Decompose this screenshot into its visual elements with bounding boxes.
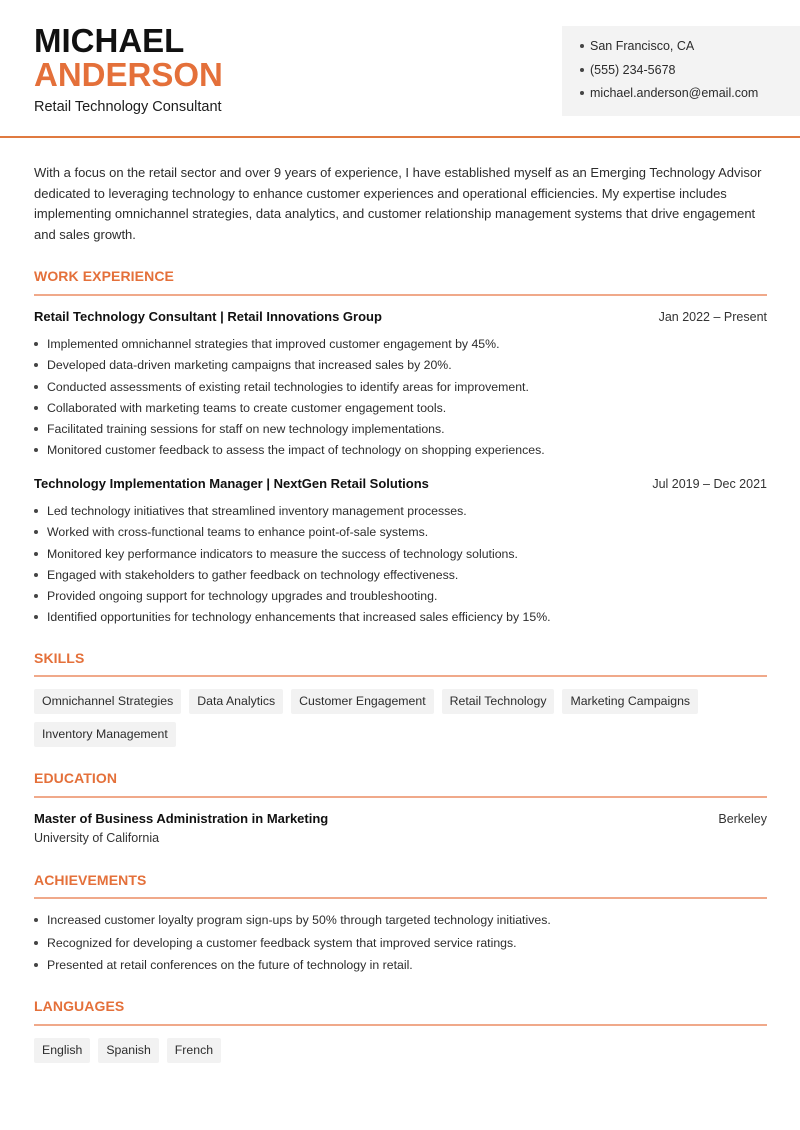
section-title-skills: SKILLS bbox=[34, 650, 85, 666]
list-item: Collaborated with marketing teams to create customer engagement tools. bbox=[34, 400, 774, 421]
list-item: Increased customer loyalty program sign-ups by 50% through targeted technology initiatives. bbox=[34, 912, 794, 935]
skill-tag: Data Analytics bbox=[189, 689, 283, 714]
section-title-work: WORK EXPERIENCE bbox=[34, 268, 174, 284]
contact-box bbox=[562, 26, 800, 116]
bullet-icon bbox=[34, 342, 38, 346]
section-divider bbox=[34, 796, 767, 798]
school-name: University of California bbox=[34, 831, 160, 845]
section-divider bbox=[34, 294, 767, 296]
list-item: Identified opportunities for technology enhancements that increased sales efficiency by 15%. bbox=[34, 609, 774, 630]
bullet-icon bbox=[580, 44, 584, 48]
list-item: Led technology initiatives that streamlined inventory management processes. bbox=[34, 503, 774, 524]
language-tag: English bbox=[34, 1038, 90, 1063]
education-header bbox=[34, 811, 767, 826]
skill-tag: Customer Engagement bbox=[291, 689, 433, 714]
skills-tags bbox=[34, 689, 774, 747]
bullet-icon bbox=[34, 552, 38, 556]
job-bullets bbox=[34, 336, 774, 464]
bullet-icon bbox=[580, 91, 584, 95]
section-title-achievements: ACHIEVEMENTS bbox=[34, 872, 147, 888]
bullet-icon bbox=[34, 509, 38, 513]
list-item: Implemented omnichannel strategies that improved customer engagement by 45%. bbox=[34, 336, 774, 357]
job-title: Technology Implementation Manager | NextGen Retail Solutions bbox=[34, 476, 429, 491]
section-title-education: EDUCATION bbox=[34, 770, 118, 786]
section-divider bbox=[34, 1024, 767, 1026]
section-title-languages: LANGUAGES bbox=[34, 998, 125, 1014]
section-divider bbox=[34, 897, 767, 899]
bullet-icon bbox=[34, 963, 38, 967]
bullet-icon bbox=[580, 68, 584, 72]
language-tags bbox=[34, 1038, 774, 1063]
bullet-icon bbox=[34, 573, 38, 577]
job-dates: Jul 2019 – Dec 2021 bbox=[652, 477, 767, 491]
skill-tag: Omnichannel Strategies bbox=[34, 689, 181, 714]
list-item: Facilitated training sessions for staff on new technology implementations. bbox=[34, 421, 774, 442]
list-item: Worked with cross-functional teams to enhance point-of-sale systems. bbox=[34, 524, 774, 545]
job-bullets bbox=[34, 503, 774, 631]
bullet-icon bbox=[34, 448, 38, 452]
bullet-icon bbox=[34, 615, 38, 619]
bullet-icon bbox=[34, 427, 38, 431]
contact-location: San Francisco, CA bbox=[580, 38, 800, 62]
first-name: MICHAEL bbox=[34, 22, 185, 59]
job-title-headline: Retail Technology Consultant bbox=[34, 99, 222, 115]
achievements-list bbox=[34, 912, 794, 980]
education-location: Berkeley bbox=[718, 812, 767, 826]
list-item: Conducted assessments of existing retail technologies to identify areas for improvement. bbox=[34, 379, 774, 400]
bullet-icon bbox=[34, 918, 38, 922]
skill-tag: Inventory Management bbox=[34, 722, 176, 747]
job-header bbox=[34, 476, 767, 491]
skill-tag: Retail Technology bbox=[442, 689, 555, 714]
job-header bbox=[34, 309, 767, 324]
bullet-icon bbox=[34, 406, 38, 410]
job-dates: Jan 2022 – Present bbox=[658, 310, 767, 324]
section-divider bbox=[34, 675, 767, 677]
contact-phone: (555) 234-5678 bbox=[580, 62, 800, 86]
degree: Master of Business Administration in Marketing bbox=[34, 811, 329, 826]
list-item: Monitored customer feedback to assess the impact of technology on shopping experiences. bbox=[34, 442, 774, 463]
bullet-icon bbox=[34, 530, 38, 534]
last-name: ANDERSON bbox=[34, 56, 223, 93]
skill-tag: Marketing Campaigns bbox=[562, 689, 698, 714]
bullet-icon bbox=[34, 941, 38, 945]
language-tag: French bbox=[167, 1038, 221, 1063]
bullet-icon bbox=[34, 594, 38, 598]
list-item: Recognized for developing a customer feedback system that improved service ratings. bbox=[34, 935, 794, 958]
list-item: Engaged with stakeholders to gather feedback on technology effectiveness. bbox=[34, 567, 774, 588]
bullet-icon bbox=[34, 385, 38, 389]
list-item: Monitored key performance indicators to measure the success of technology solutions. bbox=[34, 546, 774, 567]
summary-paragraph: With a focus on the retail sector and over 9 years of experience, I have established myself as an Emerging Technology Advisor dedicated to leveraging technology to enhance customer experiences and operational efficiencies. My expertise includes implementing omnichannel strategies, data analytics, and customer relationship management systems that drive engagement and sales growth. bbox=[34, 165, 762, 243]
list-item: Developed data-driven marketing campaigns that increased sales by 20%. bbox=[34, 357, 774, 378]
contact-email: michael.anderson@email.com bbox=[580, 85, 800, 109]
list-item: Provided ongoing support for technology upgrades and troubleshooting. bbox=[34, 588, 774, 609]
language-tag: Spanish bbox=[98, 1038, 158, 1063]
resume-header bbox=[0, 0, 800, 138]
job-title: Retail Technology Consultant | Retail Innovations Group bbox=[34, 309, 382, 324]
list-item: Presented at retail conferences on the future of technology in retail. bbox=[34, 957, 794, 980]
bullet-icon bbox=[34, 363, 38, 367]
